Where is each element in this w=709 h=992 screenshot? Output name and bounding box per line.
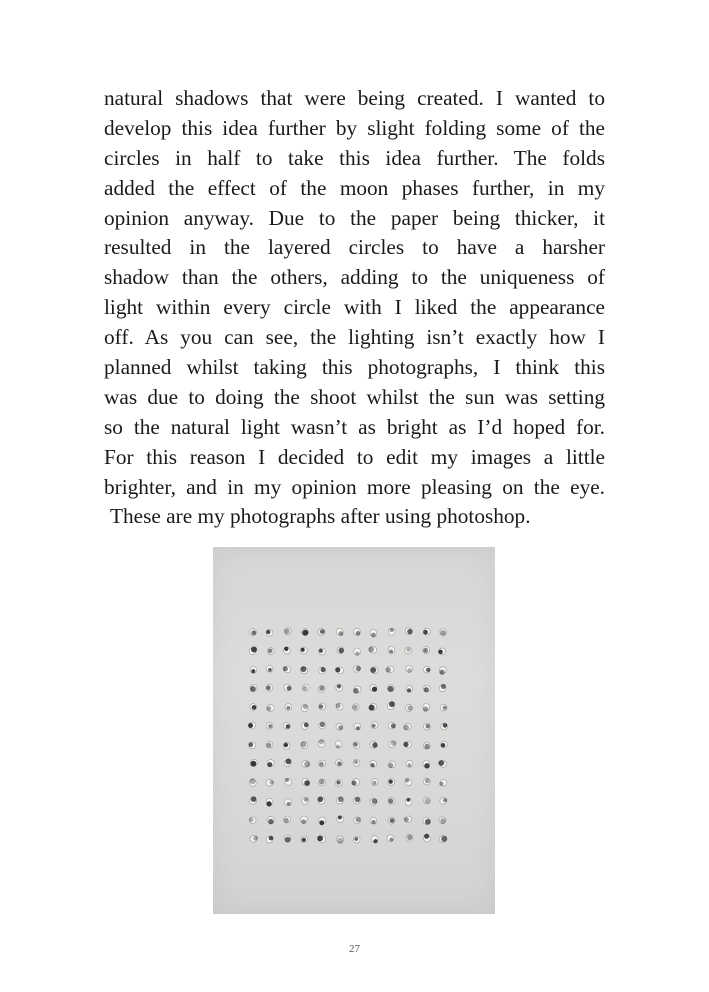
cut-circle — [267, 760, 274, 768]
text-line: opinion anyway. Due to the paper being thicker, it — [104, 205, 605, 230]
cut-circle — [301, 704, 308, 712]
text-line: off. As you can see, the lighting isn’t exactly how I — [104, 325, 605, 350]
cut-circle — [302, 778, 310, 786]
cut-circle — [302, 760, 310, 767]
cut-circle — [439, 817, 446, 824]
cut-circle — [405, 798, 412, 806]
text-line: natural shadows that were being created. I wanted to — [104, 86, 605, 110]
cut-circle — [440, 629, 447, 636]
cut-circle — [284, 835, 291, 843]
cut-circle — [423, 761, 430, 769]
cut-circle — [319, 817, 326, 825]
text-line: so the natural light wasn’t as bright as I’d hoped for. — [104, 414, 605, 439]
cut-circle — [439, 684, 446, 692]
cut-circle — [250, 629, 257, 636]
cut-circle — [388, 722, 395, 729]
cut-circle — [354, 628, 361, 635]
cut-circle — [440, 797, 447, 804]
cut-circle — [266, 722, 273, 729]
cut-circle — [284, 684, 292, 691]
text-line: For this reason I decided to edit my images a little — [104, 444, 605, 469]
cut-circle — [403, 741, 411, 748]
cut-circle — [250, 835, 258, 842]
cut-circle — [319, 703, 326, 710]
cut-circle — [441, 741, 448, 748]
cut-circle — [405, 647, 412, 654]
cut-circle — [423, 647, 430, 654]
cut-circle — [405, 628, 412, 635]
text-line: light within every circle with I liked the appearance — [104, 295, 605, 320]
cut-circle — [250, 704, 257, 711]
text-line: added the effect of the moon phases further, in my — [104, 175, 605, 200]
cut-circle — [440, 704, 447, 711]
cut-circle — [267, 817, 274, 825]
cut-circle — [369, 703, 377, 710]
cut-circle — [388, 761, 395, 768]
cut-circle — [248, 722, 255, 729]
cut-circle — [336, 628, 343, 636]
cut-circle — [283, 666, 291, 673]
cut-circle — [439, 836, 447, 843]
cut-circle — [388, 779, 395, 786]
cut-circle — [370, 741, 378, 748]
cut-circle — [388, 685, 395, 692]
cut-circle — [267, 648, 274, 655]
cut-circle — [335, 741, 342, 749]
cut-circle — [319, 779, 326, 786]
cut-circle — [319, 722, 326, 729]
cut-circle — [352, 779, 360, 786]
text-line: circles in half to take this idea further. The folds — [104, 145, 605, 170]
cut-circle — [319, 760, 326, 767]
text-line: brighter, and in my opinion more pleasing on the eye. — [104, 474, 605, 499]
cut-circle — [284, 759, 291, 767]
cut-circle — [336, 684, 343, 691]
cut-circle — [370, 760, 377, 767]
cut-circle — [337, 816, 344, 823]
cut-circle — [423, 818, 431, 825]
cut-circle — [423, 628, 430, 635]
cut-circle — [424, 834, 431, 842]
page-number: 27 — [349, 943, 360, 955]
cut-circle — [353, 759, 360, 766]
cut-circle — [250, 684, 257, 691]
cut-circle — [388, 647, 395, 654]
cut-circle — [403, 723, 411, 730]
cut-circle — [353, 742, 360, 749]
cut-circle — [266, 705, 274, 712]
cut-circle — [389, 741, 396, 748]
cut-circle — [371, 722, 378, 729]
photo-svg — [213, 547, 495, 914]
cut-circle — [283, 722, 290, 729]
cut-circle — [285, 704, 292, 711]
cut-circle — [284, 628, 291, 635]
cut-circle — [337, 836, 344, 844]
cut-circle — [371, 779, 378, 786]
cut-circle — [406, 666, 413, 673]
text-line: resulted in the layered circles to have a harsher — [104, 235, 605, 260]
cut-circle — [406, 834, 413, 841]
cut-circle — [387, 701, 395, 709]
cut-circle — [318, 629, 325, 636]
cut-circle — [371, 836, 378, 844]
cut-circle — [319, 667, 326, 674]
cut-circle — [388, 628, 395, 635]
cut-circle — [370, 630, 377, 638]
cut-circle — [424, 723, 431, 730]
cut-circle — [424, 778, 431, 785]
cut-circle — [354, 648, 361, 656]
cut-circle — [424, 742, 431, 749]
cut-circle — [370, 684, 377, 691]
cut-circle — [250, 667, 257, 674]
cut-circle — [438, 648, 446, 655]
cut-circle — [404, 816, 412, 823]
paper-circles-photograph — [213, 547, 495, 914]
cut-circle — [406, 760, 413, 767]
cut-circle — [353, 836, 360, 843]
body-paragraph — [104, 84, 605, 532]
cut-circle — [386, 666, 394, 673]
cut-circle — [266, 836, 273, 843]
cut-circle — [283, 742, 290, 749]
cut-circle — [388, 817, 395, 824]
text-line: planned whilst taking this photographs, I think this — [104, 355, 605, 380]
cut-circle — [337, 797, 344, 804]
cut-circle — [439, 779, 447, 786]
cut-circle — [317, 836, 325, 843]
cut-circle — [249, 817, 256, 824]
cut-circle — [335, 780, 342, 787]
text-line: was due to doing the shoot whilst the sun was setting — [104, 384, 605, 409]
cut-circle — [318, 797, 325, 805]
cut-circle — [424, 666, 431, 673]
cut-circle — [353, 686, 361, 694]
cut-circle — [352, 704, 359, 711]
cut-circle — [405, 778, 412, 785]
cut-circle — [301, 836, 308, 843]
cut-circle — [266, 629, 273, 636]
cut-circle — [405, 705, 412, 712]
cut-circle — [370, 667, 378, 674]
cut-circle — [285, 778, 292, 785]
cut-circle — [354, 797, 361, 804]
cut-circle — [250, 796, 257, 804]
cut-circle — [423, 704, 430, 712]
cut-circle — [353, 665, 361, 672]
cut-circle — [301, 741, 308, 748]
cut-circle — [266, 665, 273, 672]
cut-circle — [301, 723, 308, 730]
cut-circle — [302, 629, 309, 636]
cut-circle — [249, 647, 257, 655]
cut-circle — [354, 723, 361, 730]
cut-circle — [424, 797, 431, 804]
cut-circle — [301, 816, 308, 824]
cut-circle — [388, 797, 395, 804]
cut-circle — [318, 739, 325, 747]
cut-circle — [387, 835, 394, 842]
cut-circle — [438, 760, 446, 767]
cut-circle — [284, 647, 291, 654]
cut-circle — [439, 667, 446, 675]
cut-circle — [370, 817, 377, 824]
text-line: These are my photographs after using photoshop. — [110, 504, 531, 529]
cut-circle — [318, 686, 325, 693]
cut-circle — [354, 817, 361, 824]
cut-circle — [266, 741, 273, 748]
cut-circle — [368, 646, 376, 653]
cut-circle — [336, 703, 343, 710]
cut-circle — [319, 648, 326, 655]
cut-circle — [370, 798, 377, 805]
cut-circle — [285, 799, 292, 806]
cut-circle — [337, 647, 344, 654]
cut-circle — [302, 684, 309, 691]
cut-circle — [302, 797, 309, 804]
cut-circle — [249, 742, 256, 749]
cut-circle — [249, 778, 256, 786]
cut-circle — [251, 759, 258, 766]
cut-circle — [284, 816, 291, 823]
cut-circle — [266, 684, 273, 691]
text-line: develop this idea further by slight folding some of the — [104, 115, 605, 140]
cut-circle — [406, 685, 413, 692]
text-line: shadow than the others, adding to the uniqueness of — [104, 265, 605, 290]
cut-circle — [266, 779, 274, 786]
cut-circle — [335, 667, 343, 674]
cut-circle — [336, 723, 343, 730]
cut-circle — [301, 647, 308, 654]
cut-circle — [424, 685, 431, 692]
cut-circle — [336, 760, 343, 767]
cut-circle — [441, 723, 448, 730]
cut-circle — [301, 666, 308, 674]
cut-circle — [266, 798, 273, 806]
